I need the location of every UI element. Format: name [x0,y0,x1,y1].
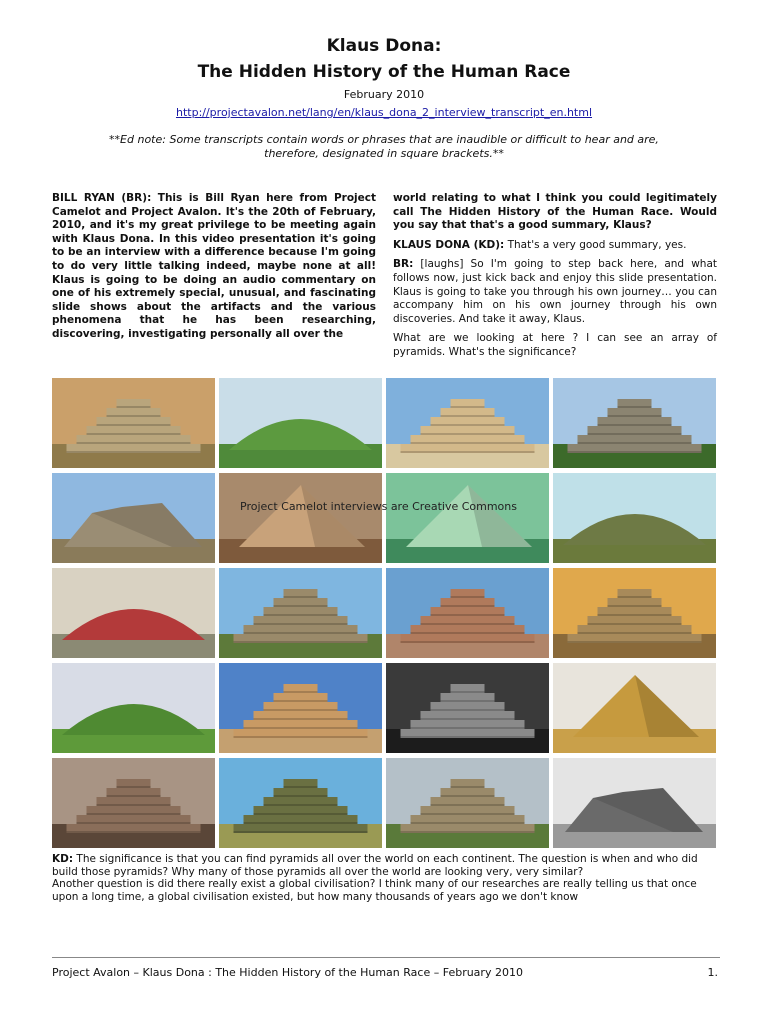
transcript-paragraph: Another question is did there really exist a global civilisation? I think many of our researches are really telling us that once upon a long time, a global civilisation existed, but how many thousands of years ago we don't know [52,878,697,903]
pyramid-photo [219,568,382,658]
transcript-paragraph [393,258,717,326]
pyramid-photo [553,663,716,753]
transcript-column-left [52,192,376,348]
speaker-label: KD: [52,853,74,865]
pyramid-photo [386,473,549,563]
pyramid-photo [553,568,716,658]
footer-text: Project Avalon – Klaus Dona : The Hidden History of the Human Race – February 2010 [52,966,523,979]
document-date: February 2010 [343,88,425,101]
pyramid-photo [219,758,382,848]
pyramid-photo [386,568,549,658]
transcript-paragraph [52,853,720,878]
pyramid-photo [52,568,215,658]
page-number: 1. [707,966,718,979]
pyramid-photo [52,378,215,468]
transcript-paragraph: world relating to what I think you could legitimately call The Hidden History of the Human Race. Would you say that that's a good summary, Klaus? [393,192,717,232]
speech-text: The significance is that you can find pyramids all over the world on each continent. The question is when and who did build those pyramids? Why many of those pyramids all over the world are looking very, very similar? [52,853,698,878]
pyramid-photo [219,378,382,468]
document-title-line1: Klaus Dona: [326,36,442,56]
source-url-link[interactable]: http://projectavalon.net/lang/en/klaus_dona_2_interview_transcript_en.html [175,106,593,119]
pyramid-photo [219,473,382,563]
transcript-paragraph [393,239,717,253]
pyramid-image-grid [52,378,718,848]
speaker-label: BR: [393,258,414,271]
pyramid-photo [553,473,716,563]
speech-text: [laughs] So I'm going to step back here, and what follows now, just kick back and enjoy this slide presentation. Klaus is going to take you through his own journey… you can accompany him on his own journey through his own discoveries. And take it away, Klaus. [393,258,717,325]
pyramid-photo [386,378,549,468]
pyramid-photo [52,473,215,563]
transcript-paragraph: What are we looking at here ? I can see an array of pyramids. What's the significance? [393,332,717,358]
kd-paragraph [52,853,720,903]
document-title-line2: The Hidden History of the Human Race [197,62,571,82]
pyramid-photo [553,758,716,848]
pyramid-photo [52,758,215,848]
pyramid-photo [386,758,549,848]
pyramid-photo [219,663,382,753]
speech-text: That's a very good summary, yes. [504,238,687,251]
watermark-text: Project Camelot interviews are Creative Commons [240,500,517,513]
footer-divider [52,957,720,958]
editor-note: **Ed note: Some transcripts contain words or phrases that are inaudible or difficult to hear and are, therefore, designated in square brackets.** [109,133,659,160]
transcript-column-right [393,192,717,366]
transcript-paragraph: BILL RYAN (BR): This is Bill Ryan here from Project Camelot and Project Avalon. It's the 20th of February, 2010, and it's my great privilege to be meeting again with Klaus Dona. In this video presentation it's going to be an interview with a difference because I'm going to do very little talking indeed, maybe none at all! Klaus is going to be doing an audio commentary on one of his extremely special, unusual, and fascinating slide shows about the artifacts and the various phenomena that he has been researching, discovering, investigating personally all over the [52,192,376,340]
pyramid-photo [553,378,716,468]
pyramid-photo [52,663,215,753]
pyramid-photo [386,663,549,753]
speaker-label: KLAUS DONA (KD): [393,238,505,251]
